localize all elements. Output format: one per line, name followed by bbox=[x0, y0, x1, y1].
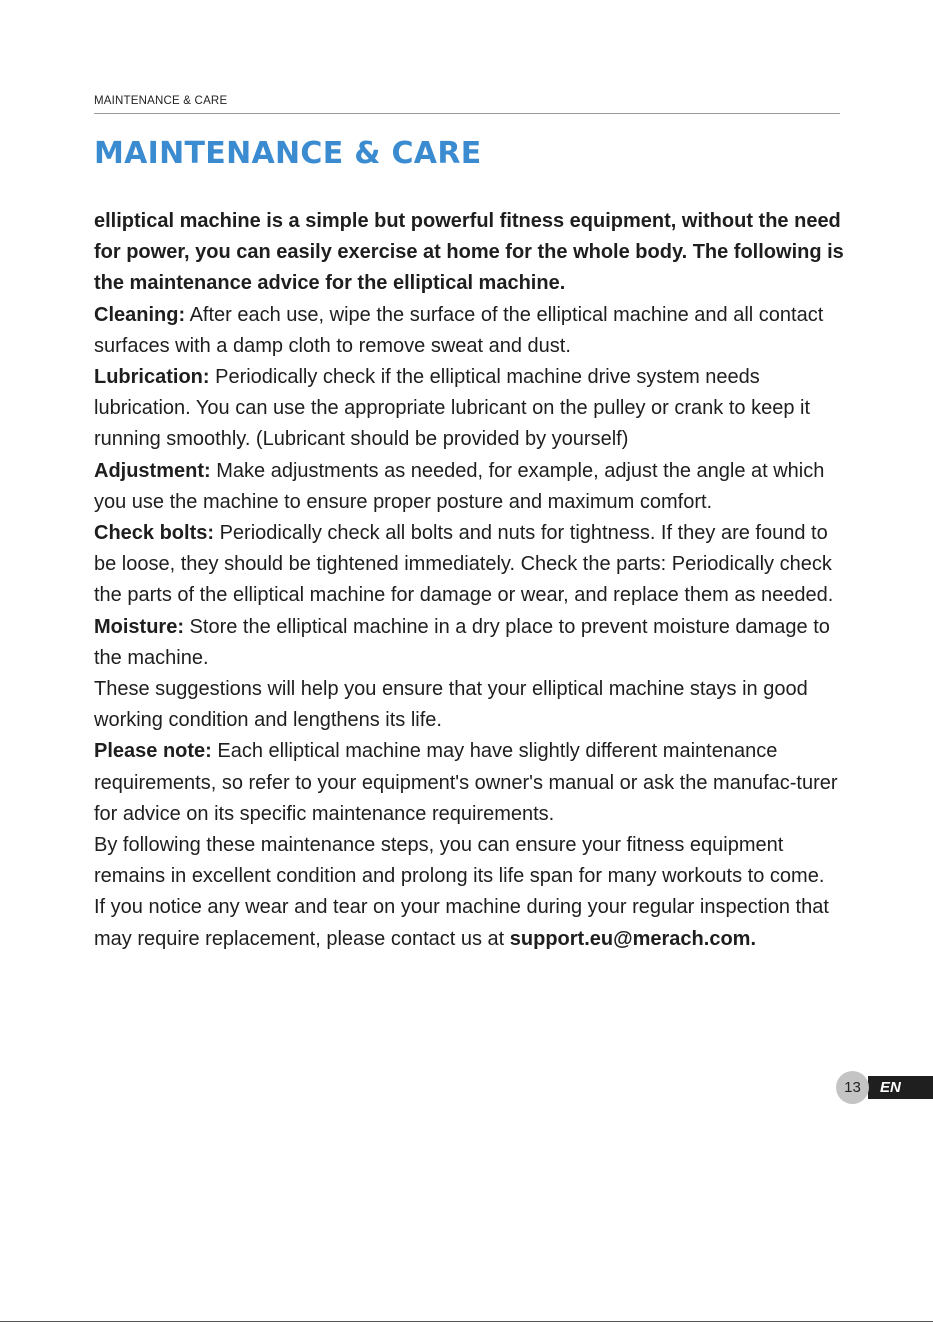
adjustment-text: Make adjustments as needed, for example, adjust the angle at which you use the machine to ensure proper posture and maximum comfort. bbox=[94, 459, 825, 513]
please-note-paragraph bbox=[94, 736, 844, 830]
lubrication-text: Periodically check if the elliptical machine drive system needs lubrication. You can use the appropriate lubricant on the pulley or crank to keep it running smoothly. (Lubricant should be provided by yourself) bbox=[94, 366, 811, 451]
support-email: support.eu@merach.com. bbox=[509, 927, 757, 950]
cleaning-label: Cleaning: bbox=[94, 303, 186, 326]
check-bolts-label: Check bolts: bbox=[94, 522, 215, 545]
page-number: 13 bbox=[836, 1071, 869, 1104]
please-note-label: Please note: bbox=[94, 740, 212, 763]
adjustment-label: Adjustment: bbox=[94, 459, 211, 482]
page-badge bbox=[836, 1071, 933, 1104]
moisture-paragraph bbox=[94, 612, 844, 674]
running-header: MAINTENANCE & CARE bbox=[94, 95, 228, 107]
intro-text: elliptical machine is a simple but powerful fitness equipment, without the need for power, you can easily exercise at home for the whole body. The following is the maintenance advice for the elliptical machine. bbox=[94, 210, 844, 295]
header-divider bbox=[94, 113, 840, 114]
bottom-edge-line bbox=[0, 1321, 933, 1322]
adjustment-paragraph bbox=[94, 456, 844, 518]
cleaning-paragraph bbox=[94, 300, 844, 362]
check-bolts-text: Periodically check all bolts and nuts for tightness. If they are found to be loose, they should be tightened immediately. Check the parts: Periodically check the parts of the elliptical machine for damage or wear, and replace them as needed. bbox=[94, 522, 834, 607]
lubrication-label: Lubrication: bbox=[94, 366, 210, 389]
following-paragraph: By following these maintenance steps, you can ensure your fitness equipment remains in excellent condition and prolong its life span for many workouts to come. bbox=[94, 834, 825, 888]
lubrication-paragraph bbox=[94, 362, 844, 456]
contact-text: If you notice any wear and tear on your machine during your regular inspection that may require replacement, please contact us at bbox=[94, 896, 829, 950]
cleaning-text: After each use, wipe the surface of the elliptical machine and all contact surfaces with a damp cloth to remove sweat and dust. bbox=[94, 303, 824, 357]
contact-paragraph bbox=[94, 892, 844, 954]
check-bolts-paragraph bbox=[94, 518, 844, 612]
moisture-text: Store the elliptical machine in a dry place to prevent moisture damage to the machine. bbox=[94, 615, 830, 669]
intro-paragraph bbox=[94, 206, 844, 300]
suggestions-paragraph: These suggestions will help you ensure that your elliptical machine stays in good working condition and lengthens its life. bbox=[94, 678, 808, 732]
language-tab: EN bbox=[868, 1076, 933, 1099]
moisture-label: Moisture: bbox=[94, 615, 184, 638]
page-title: MAINTENANCE & CARE bbox=[94, 136, 482, 171]
body-text bbox=[94, 206, 844, 955]
please-note-text: Each elliptical machine may have slightly different maintenance requirements, so refer to your equipment's owner's manual or ask the manufac-turer for advice on its specific maintenance requirements. bbox=[94, 740, 838, 825]
